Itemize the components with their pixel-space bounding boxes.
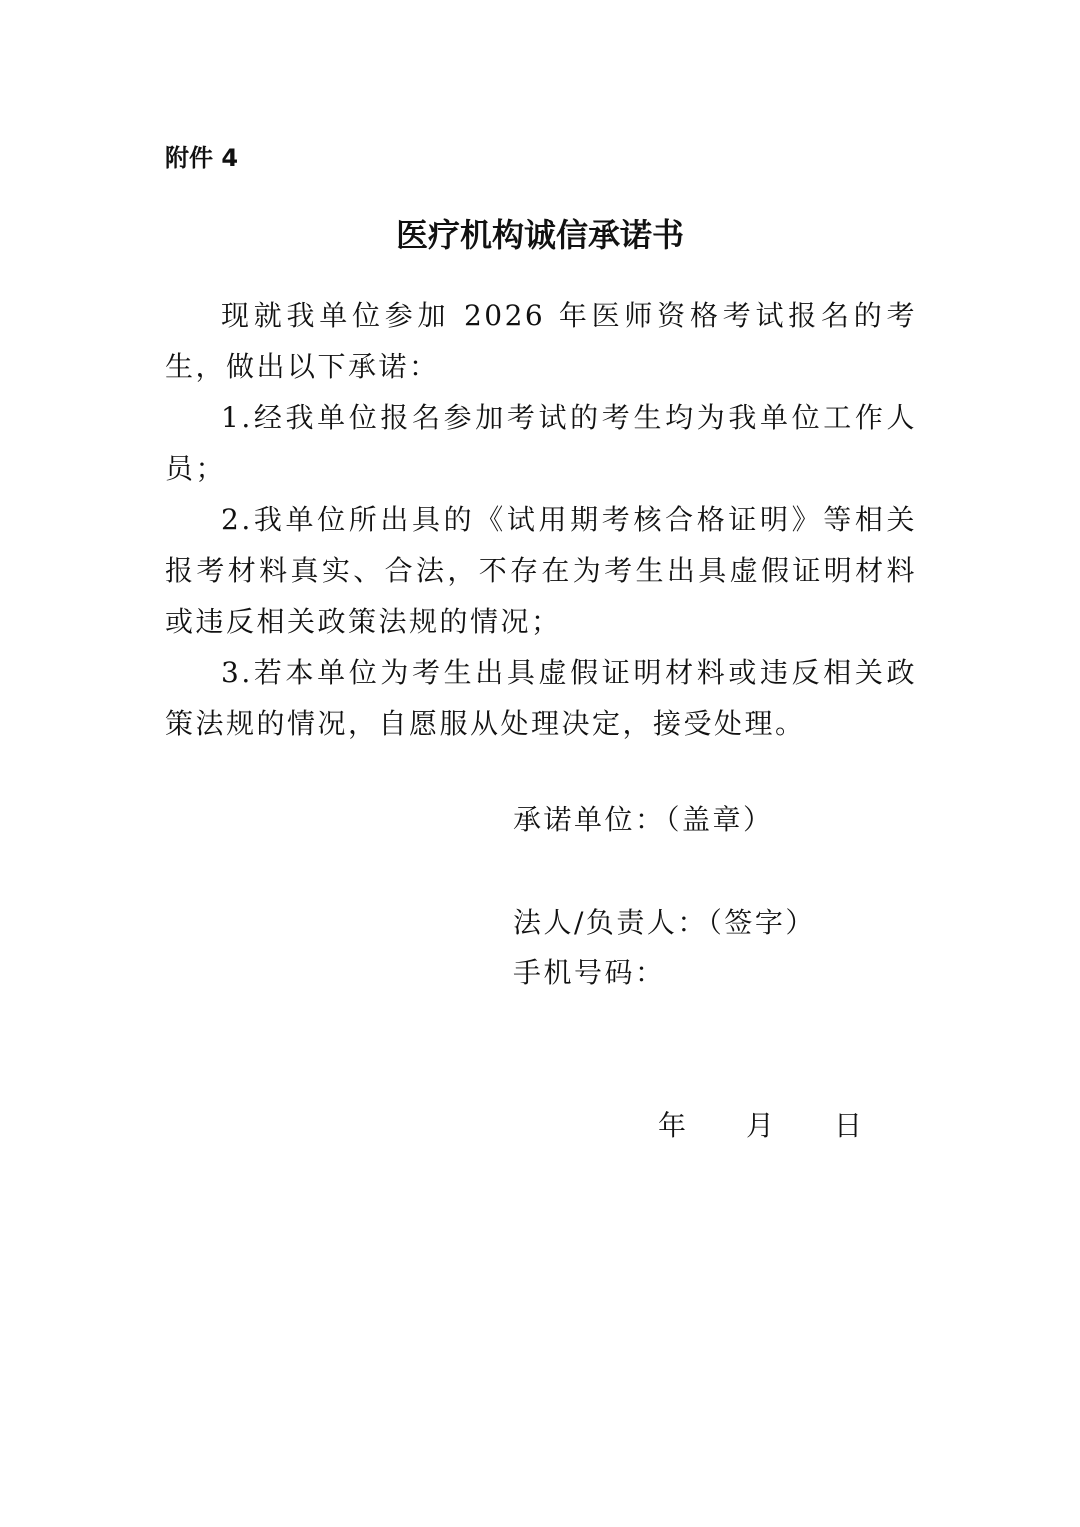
document-body [165,290,917,749]
legal-person-label: 法人/负责人：（签字） [513,906,816,939]
attachment-label: 附件 4 [165,144,239,172]
date-month-label: 月 [746,1109,775,1142]
date-year-label: 年 [658,1109,687,1142]
commitment-item-2: 2.我单位所出具的《试用期考核合格证明》等相关报考材料真实、合法，不存在为考生出具虚假证明材料或违反相关政策法规的情况； [165,503,917,638]
commitment-item-3: 3.若本单位为考生出具虚假证明材料或违反相关政策法规的情况，自愿服从处理决定，接受处理。 [165,656,917,740]
committing-unit-label: 承诺单位：（盖章） [513,803,774,836]
intro-paragraph: 现就我单位参加 2026 年医师资格考试报名的考生，做出以下承诺： [165,299,917,383]
commitment-item-1: 1.经我单位报名参加考试的考生均为我单位工作人员； [165,401,917,485]
phone-number-label: 手机号码： [513,956,666,989]
document-title: 医疗机构诚信承诺书 [395,216,684,254]
date-day-label: 日 [834,1109,863,1142]
